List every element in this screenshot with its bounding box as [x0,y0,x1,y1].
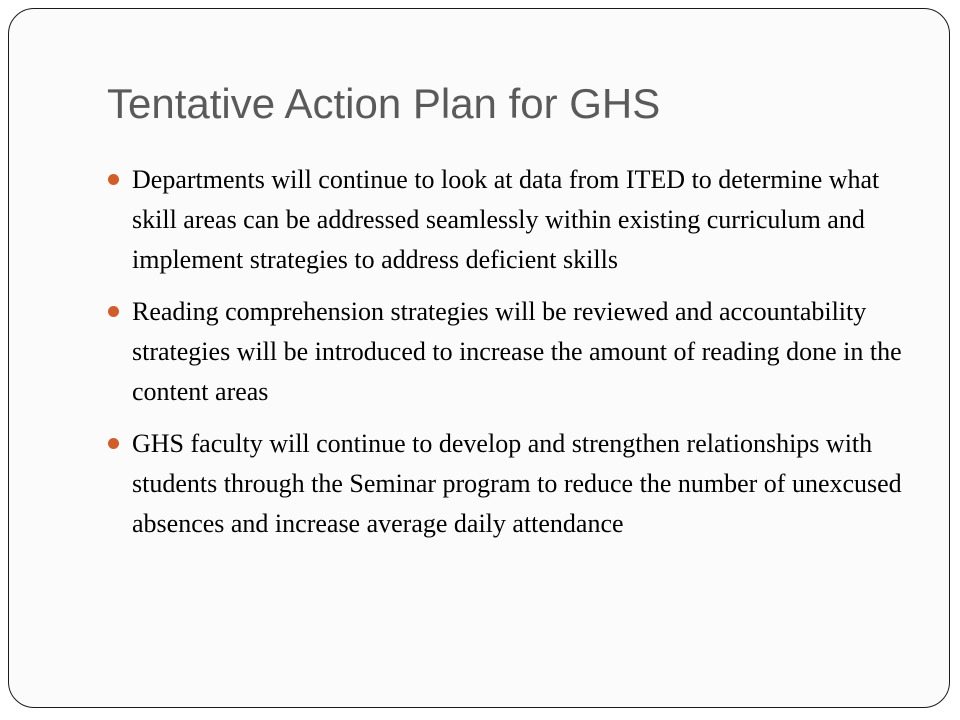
bullet-dot-icon [108,438,119,449]
bullet-text: GHS faculty will continue to develop and strengthen relationships with students through the Seminar program to reduce the number of unexcused absences and increase average daily attendance [132,429,902,538]
bullet-item [107,424,922,544]
bullet-dot-icon [108,174,119,185]
slide-title: Tentative Action Plan for GHS [107,80,661,127]
bullet-text: Reading comprehension strategies will be reviewed and accountability strategies will be introduced to increase the amount of reading done in the content areas [132,297,902,406]
bullet-item [107,292,922,412]
bullet-text: Departments will continue to look at data from ITED to determine what skill areas can be addressed seamlessly within existing curriculum and implement strategies to address deficient skills [132,165,880,274]
bullet-dot-icon [108,306,119,317]
bullet-item [107,160,922,280]
bullet-list [107,160,922,556]
